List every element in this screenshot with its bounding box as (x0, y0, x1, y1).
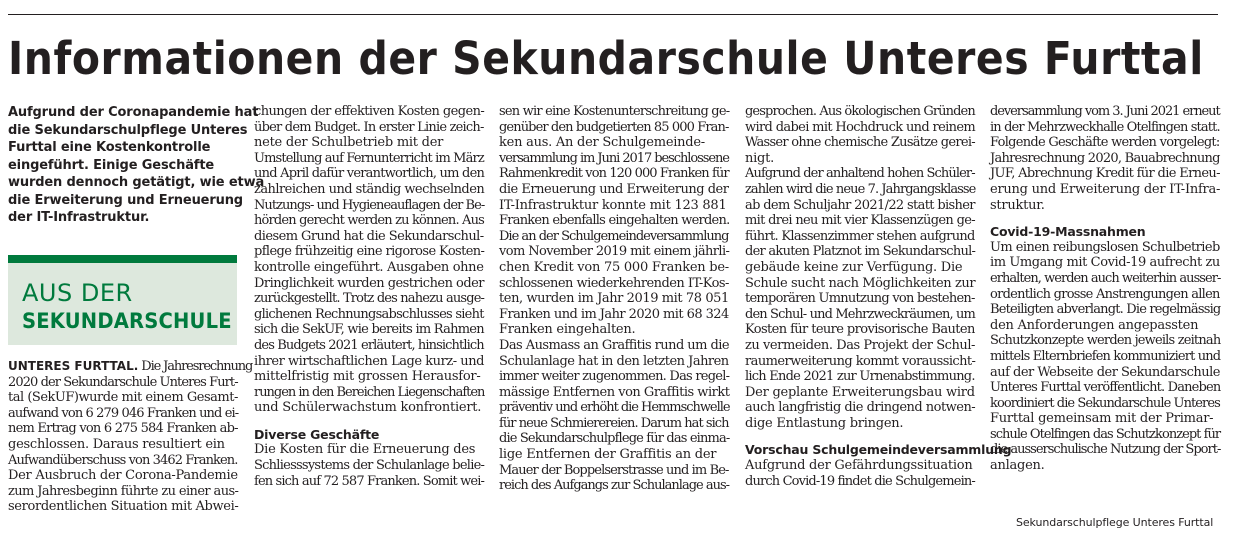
body-text (8, 359, 253, 515)
subhead-vorschau: Vorschau Schulgemeindeversammlung (745, 442, 1012, 458)
text-line: zum Jahresbeginn führte zu einer aus- (8, 483, 239, 499)
text-line: tal (SekUF)wurde mit einem Gesamt- (8, 390, 238, 406)
text-line: fen sich auf 72 587 Franken. Somit wei- (254, 473, 485, 489)
text-line: temporären Umnutzung von bestehen- (745, 291, 975, 307)
text-line: im Umgang mit Covid-19 aufrecht zu (990, 255, 1220, 271)
text-line: ken aus. An der Schulgemeinde- (499, 135, 705, 151)
spacer (254, 416, 484, 427)
text-line: Wasser ohne chemische Zusätze gerei- (745, 135, 975, 151)
text-line: die Sekundarschulpflege Unteres (8, 122, 248, 138)
text-line: hörden gerecht werden zu können. Aus (254, 213, 484, 229)
text-line: 2020 der Sekundarschule Unteres Furt- (8, 374, 238, 390)
text-line: serordentlichen Situation mit Abwei- (8, 499, 239, 515)
text-line: erhalten, werden auch weiterhin ausser- (990, 270, 1221, 286)
text-line: Furttal gemeinsam mit der Primar- (990, 411, 1214, 427)
text-line: lige Entfernen der Graffitis an der (499, 447, 717, 463)
text-line: für neue Schmierereien. Darum hat sich (499, 415, 729, 431)
body-text (990, 104, 1220, 213)
subhead-covid-massnahmen: Covid-19-Massnahmen (990, 224, 1146, 240)
text-line: versammlung im Juni 2017 beschlossene (499, 150, 729, 166)
text-line: Der Ausbruch der Corona-Pandemie (8, 468, 238, 484)
text-line: wird dabei mit Hochdruck und reinem (745, 119, 976, 135)
text-line: JUF, Abrechnung Kredit für die Erneu- (990, 166, 1220, 182)
rubric-box (8, 255, 237, 345)
spacer (745, 431, 975, 442)
text-line: lich Ende 2021 zur Urnenabstimmung. (745, 369, 975, 385)
text-line: dige Entlastung bringen. (745, 415, 904, 431)
text-line: die Sekundarschulpflege für das einma- (499, 431, 730, 447)
text-line: Aufgrund der Gefährdungssituation (745, 458, 973, 474)
subhead-diverse-geschaefte: Diverse Geschäfte (254, 426, 380, 442)
lead-paragraph (8, 104, 265, 227)
text-line: genüber den budgetierten 85 000 Fran- (499, 119, 729, 135)
text-line: Mauer der Boppelserstrasse und im Be- (499, 462, 729, 478)
text-line: Die an der Schulgemeindeversammlung (499, 228, 729, 244)
text-line: den Schul- und Mehrzweckräumen, um (745, 306, 975, 322)
text-line: die ausserschulische Nutzung der Sport- (990, 442, 1221, 458)
text-line: über dem Budget. In erster Linie zeich- (254, 119, 484, 135)
rubric-name: SEKUNDARSCHULE (22, 309, 232, 333)
text-line: Schliesssystems der Schulanlage belie- (254, 458, 485, 474)
text-line: durch Covid-19 findet die Schulgemein- (745, 473, 975, 489)
text-line: geschlossen. Daraus resultiert ein (8, 436, 225, 452)
text-line: raumerweiterung kommt voraussicht- (745, 353, 976, 369)
body-text (745, 104, 975, 431)
text-line (8, 359, 253, 375)
text-line: und April dafür verantwortlich, um den (254, 166, 485, 182)
body-text (254, 104, 484, 416)
headline: Informationen der Sekundarschule Unteres Furttal (8, 32, 1204, 85)
text-line: chungen der effektiven Kosten gegen- (254, 104, 485, 119)
text-line: pflege frühzeitig eine rigorose Kosten- (254, 244, 485, 260)
text-line: Schulanlage hat in den letzten Jahren (499, 353, 729, 369)
body-text (745, 458, 975, 489)
text-line: des Budgets 2021 erläutert, hinsichtlich (254, 337, 484, 353)
text-line: Folgende Geschäfte werden vorgelegt: (990, 135, 1220, 151)
text-line: Umstellung auf Fernunterricht im März (254, 150, 484, 166)
text-line: ten, wurden im Jahr 2019 mit 78 051 (499, 291, 729, 307)
text-line: Dringlichkeit wurden gestrichen oder (254, 275, 484, 291)
text-line: Der geplante Erweiterungsbau wird (745, 384, 975, 400)
text-line: die Erneuerung und Erweiterung der (499, 181, 729, 197)
body-text (499, 104, 729, 494)
text-line: der akuten Platznot im Sekundarschul- (745, 244, 976, 260)
top-rule (8, 14, 1218, 15)
column-1 (8, 104, 265, 227)
text-line: Franken eingehalten. (499, 322, 636, 338)
spacer (990, 213, 1220, 224)
text-line: wurden dennoch getätigt, wie etwa (8, 175, 265, 190)
signature: Sekundarschulpflege Unteres Furttal (1016, 516, 1214, 529)
text-line: Kosten für teure provisorische Bauten (745, 322, 975, 338)
text-line: der IT-Infrastruktur. (8, 210, 150, 225)
text-line: kontrolle eingeführt. Ausgaben ohne (254, 259, 484, 275)
text-line: IT-Infrastruktur konnte mit 123 881 (499, 197, 727, 213)
text-line: Franken und im Jahr 2020 mit 68 324 (499, 306, 729, 322)
text-line: sich die SekUF, wie bereits im Rahmen (254, 322, 484, 338)
text-line: reich des Aufgangs zur Schulanlage aus- (499, 478, 730, 494)
text-line: mässige Entfernen von Graffitis wirkt (499, 384, 730, 400)
text-line: rungen in den Bereichen Liegenschaften (254, 384, 485, 400)
text-line: nete der Schulbetrieb mit der (254, 135, 444, 151)
text-line: diesem Grund hat die Sekundarschul- (254, 228, 484, 244)
text-line: Rahmenkredit von 120 000 Franken für (499, 166, 729, 182)
text-line: immer weiter zugenommen. Das regel- (499, 369, 730, 385)
text-line: chen Kredit von 75 000 Franken be- (499, 259, 729, 275)
text-line: Das Ausmass an Graffitis rund um die (499, 337, 729, 353)
text-line: glichenen Rechnungsabschlusses sieht (254, 306, 484, 322)
column-1-body (8, 359, 253, 515)
text-line: zu vermeiden. Das Projekt der Schul- (745, 337, 976, 353)
text-line: Furttal eine Kostenkontrolle (8, 140, 211, 155)
text-line: in der Mehrzweckhalle Otelfingen statt. (990, 119, 1220, 135)
text-line: schlossenen wiederkehrenden IT-Kos- (499, 275, 729, 291)
text-line: sen wir eine Kostenunterschreitung ge- (499, 104, 730, 119)
text-line: Beteiligten abverlangt. Die regelmässig (990, 302, 1221, 318)
text-line: ihrer wirtschaftlichen Lage kurz- und (254, 353, 484, 369)
text-line: deversammlung vom 3. Juni 2021 erneut (990, 104, 1220, 119)
text-line: präventiv und erhöht die Hemmschwelle (499, 400, 730, 416)
text-line: Nutzungs- und Hygieneauflagen der Be- (254, 197, 485, 213)
column-3 (499, 104, 729, 494)
text-line: Aufgrund der anhaltend hohen Schüler- (745, 166, 975, 182)
text-line: nigt. (745, 150, 774, 166)
text-line: mittelfristig mit grossen Herausfor- (254, 369, 481, 385)
text-line: Aufgrund der Coronapandemie hat (8, 105, 259, 120)
text-line: anlagen. (990, 458, 1045, 474)
text-line: die Erweiterung und Erneuerung (8, 192, 243, 208)
text-line: Jahresrechnung 2020, Bauabrechnung (990, 150, 1220, 166)
text-line-rest: Die Jahresrechnung (141, 359, 253, 374)
text-line: auch langfristig die dringend notwen- (745, 400, 976, 416)
column-4 (745, 104, 1012, 489)
text-line: den Anforderungen angepassten (990, 317, 1199, 333)
text-line: aufwand von 6 279 046 Franken und ei- (8, 405, 239, 421)
text-line: nem Ertrag von 6 275 584 Franken ab- (8, 421, 238, 437)
text-line: zurückgestellt. Trotz des nahezu ausge- (254, 291, 485, 307)
text-line: mittels Elternbriefen kommuniziert und (990, 348, 1221, 364)
text-line: erung und Erweiterung der IT-Infra- (990, 181, 1221, 197)
text-line: vom November 2019 mit einem jährli- (499, 244, 730, 260)
rubric-kicker: AUS DER (22, 279, 133, 307)
text-line: Unteres Furttal veröffentlicht. Daneben (990, 380, 1221, 396)
text-line: zahlen wird die neue 7. Jahrgangsklasse (745, 181, 976, 197)
text-line: Schule sucht nach Möglichkeiten zur (745, 275, 976, 291)
text-line: Franken ebenfalls eingehalten werden. (499, 213, 730, 229)
text-line: Die Kosten für die Erneuerung des (254, 442, 476, 458)
body-text (990, 240, 1220, 474)
text-line: struktur. (990, 197, 1045, 213)
text-line: Um einen reibungslosen Schulbetrieb (990, 239, 1220, 255)
text-line: zahlreichen und ständig wechselnden (254, 181, 485, 197)
column-2 (254, 104, 484, 489)
dateline: UNTERES FURTTAL. (8, 359, 139, 373)
text-line: auf der Webseite der Sekundarschule (990, 364, 1220, 380)
text-line: gebäude keine zur Verfügung. Die (745, 259, 963, 275)
text-line: schule Otelfingen das Schutzkonzept für (990, 426, 1221, 442)
text-line: koordiniert die Sekundarschule Unteres (990, 395, 1220, 411)
column-5 (990, 104, 1220, 474)
body-text (254, 442, 484, 489)
text-line: ab dem Schuljahr 2021/22 statt bisher (745, 197, 975, 213)
text-line: mit drei neu mit vier Klassenzügen ge- (745, 213, 975, 229)
text-line: und Schülerwachstum konfrontiert. (254, 400, 482, 416)
text-line: ordentlich grosse Anstrengungen allen (990, 286, 1220, 302)
text-line: gesprochen. Aus ökologischen Gründen (745, 104, 975, 119)
text-line: eingeführt. Einige Geschäfte (8, 157, 215, 173)
text-line: führt. Klassenzimmer stehen aufgrund (745, 228, 975, 244)
text-line: Aufwandüberschuss von 3462 Franken. (8, 452, 238, 468)
text-line: Schutzkonzepte werden jeweils zeitnah (990, 333, 1221, 349)
